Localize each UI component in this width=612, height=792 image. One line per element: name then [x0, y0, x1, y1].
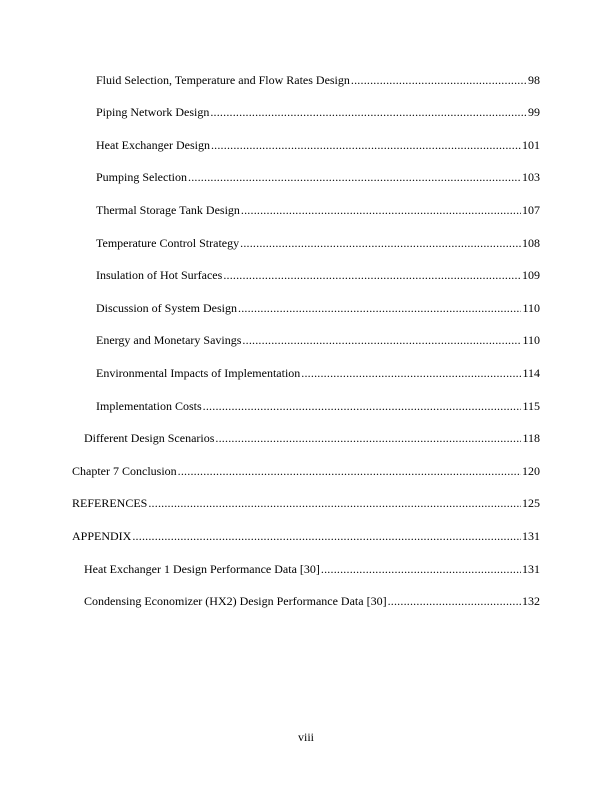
toc-entry-page: 110: [522, 301, 540, 315]
toc-entry[interactable]: [84, 431, 540, 445]
toc-entry-page: 125: [522, 496, 540, 510]
toc-dot-leader: [388, 594, 521, 608]
toc-entry-page: 110: [522, 333, 540, 347]
toc-entry-title: Environmental Impacts of Implementation: [96, 366, 301, 380]
toc-entry-page: 131: [522, 562, 540, 576]
toc-dot-leader: [223, 268, 521, 282]
toc-entry-page: 114: [522, 366, 540, 380]
toc-entry[interactable]: [96, 105, 540, 119]
toc-entry-title: Insulation of Hot Surfaces: [96, 268, 223, 282]
toc-dot-leader: [178, 464, 521, 478]
toc-entry-title: Implementation Costs: [96, 399, 202, 413]
toc-entry-title: Temperature Control Strategy: [96, 236, 240, 250]
toc-entry[interactable]: [96, 138, 540, 152]
toc-entry[interactable]: [72, 464, 540, 478]
toc-entry[interactable]: [96, 73, 540, 87]
toc-entry-title: Chapter 7 Conclusion: [72, 464, 177, 478]
toc-entry-title: Discussion of System Design: [96, 301, 237, 315]
toc-entry[interactable]: [84, 562, 540, 576]
toc-entry-page: 109: [522, 268, 540, 282]
toc-dot-leader: [188, 170, 521, 184]
toc-entry[interactable]: [96, 236, 540, 250]
toc-entry-page: 118: [522, 431, 540, 445]
toc-dot-leader: [148, 496, 521, 510]
toc-entry[interactable]: [96, 170, 540, 184]
toc-entry-title: Energy and Monetary Savings: [96, 333, 242, 347]
toc-entry-page: 107: [522, 203, 540, 217]
toc-entry-page: 131: [522, 529, 540, 543]
toc-dot-leader: [241, 203, 521, 217]
toc-entry[interactable]: [96, 366, 540, 380]
toc-entry-page: 120: [522, 464, 540, 478]
toc-entry-title: Condensing Economizer (HX2) Design Performance Data [30]: [84, 594, 387, 608]
toc-entry-page: 98: [528, 73, 540, 87]
toc-entry[interactable]: [96, 301, 540, 315]
toc-dot-leader: [321, 562, 521, 576]
toc-dot-leader: [242, 333, 521, 347]
toc-dot-leader: [240, 236, 521, 250]
toc-dot-leader: [210, 105, 527, 119]
toc-entry-title: Pumping Selection: [96, 170, 187, 184]
toc-entry-title: APPENDIX: [72, 529, 132, 543]
toc-dot-leader: [211, 138, 521, 152]
toc-entry-title: Thermal Storage Tank Design: [96, 203, 240, 217]
toc-entry-page: 99: [528, 105, 540, 119]
toc-dot-leader: [351, 73, 527, 87]
toc-entry[interactable]: [84, 594, 540, 608]
toc-entry-title: REFERENCES: [72, 496, 148, 510]
toc-entry-page: 115: [522, 399, 540, 413]
toc-entry[interactable]: [96, 268, 540, 282]
toc-dot-leader: [132, 529, 521, 543]
toc-entry-title: Heat Exchanger Design: [96, 138, 210, 152]
toc-dot-leader: [203, 399, 522, 413]
toc-entry-page: 101: [522, 138, 540, 152]
toc-entry[interactable]: [72, 529, 540, 543]
toc-entry[interactable]: [96, 399, 540, 413]
toc-entry-title: Heat Exchanger 1 Design Performance Data [30]: [84, 562, 320, 576]
toc-entry-page: 108: [522, 236, 540, 250]
toc-entry-title: Piping Network Design: [96, 105, 210, 119]
toc-entry-page: 132: [522, 594, 540, 608]
toc-entry[interactable]: [96, 333, 540, 347]
page-number: viii: [297, 730, 314, 744]
toc-dot-leader: [215, 431, 521, 445]
toc-entry-page: 103: [522, 170, 540, 184]
toc-entry-title: Different Design Scenarios: [84, 431, 215, 445]
toc-entry-title: Fluid Selection, Temperature and Flow Rates Design: [96, 73, 350, 87]
toc-dot-leader: [301, 366, 521, 380]
toc-dot-leader: [238, 301, 521, 315]
toc-entry[interactable]: [72, 496, 540, 510]
toc-entry[interactable]: [96, 203, 540, 217]
